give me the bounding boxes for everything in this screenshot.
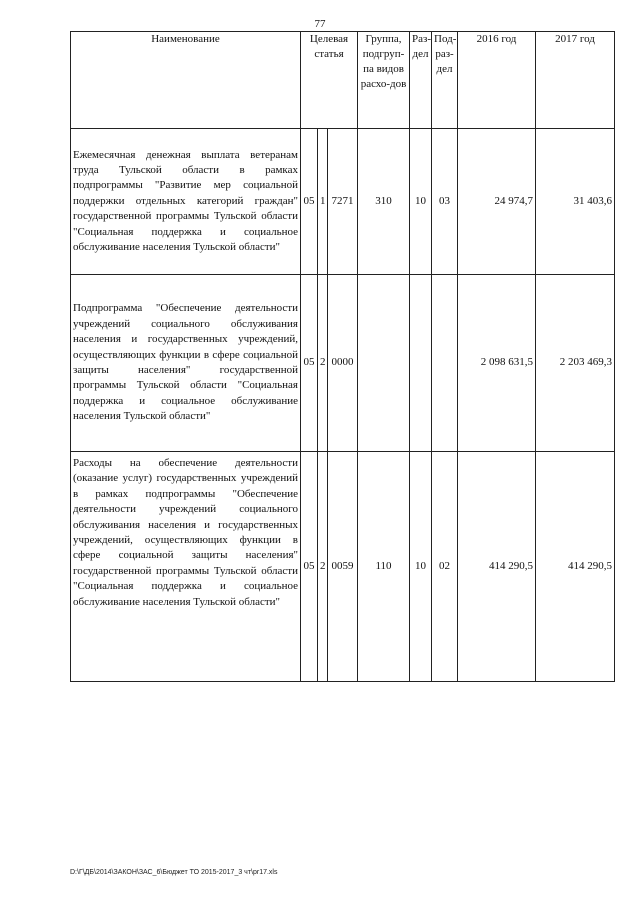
table-row bbox=[71, 275, 615, 452]
header-year-2017: 2017 год bbox=[536, 32, 615, 129]
header-name: Наименование bbox=[71, 32, 301, 129]
row-amount-2016: 414 290,5 bbox=[458, 452, 536, 682]
row-subsection bbox=[432, 275, 458, 452]
row-section: 10 bbox=[410, 129, 432, 275]
page-number: 77 bbox=[314, 18, 326, 30]
row-name: Расходы на обеспечение деятельности (оказание услуг) государственных учреждений в рамках подпрограммы "Обеспечение деятельности учреждений социального обслуживания населения и государственных учреждений, осуществляющих функции в сфере социальной защиты населения" государственной программы Тульской области "Социальная поддержка и социальное обслуживание населения Тульской области" bbox=[71, 452, 301, 682]
row-name: Подпрограмма "Обеспечение деятельности учреждений социального обслуживания населения и государственных учреждений, осуществляющих функции в сфере социальной защиты населения" государственной программы Тульской области "Социальная поддержка и социальное обслуживание населения Тульской области" bbox=[71, 275, 301, 452]
row-amount-2016: 24 974,7 bbox=[458, 129, 536, 275]
row-code-program: 05 bbox=[301, 129, 318, 275]
row-expense-group: 110 bbox=[358, 452, 410, 682]
row-code-direction: 0059 bbox=[328, 452, 358, 682]
row-code-subprogram: 2 bbox=[318, 452, 328, 682]
row-code-program: 05 bbox=[301, 275, 318, 452]
table-row bbox=[71, 452, 615, 682]
row-code-subprogram: 1 bbox=[318, 129, 328, 275]
table-header-row bbox=[71, 32, 615, 129]
budget-table bbox=[70, 31, 615, 682]
header-expense-group: Группа, подгруп-па видов расхо-дов bbox=[358, 32, 410, 129]
header-section: Раз-дел bbox=[410, 32, 432, 129]
row-amount-2017: 414 290,5 bbox=[536, 452, 615, 682]
row-amount-2017: 2 203 469,3 bbox=[536, 275, 615, 452]
row-amount-2017: 31 403,6 bbox=[536, 129, 615, 275]
table-row bbox=[71, 129, 615, 275]
row-section: 10 bbox=[410, 452, 432, 682]
row-subsection: 03 bbox=[432, 129, 458, 275]
row-code-direction: 7271 bbox=[328, 129, 358, 275]
row-expense-group bbox=[358, 275, 410, 452]
row-section bbox=[410, 275, 432, 452]
row-code-subprogram: 2 bbox=[318, 275, 328, 452]
row-expense-group: 310 bbox=[358, 129, 410, 275]
row-amount-2016: 2 098 631,5 bbox=[458, 275, 536, 452]
row-name: Ежемесячная денежная выплата ветеранам труда Тульской области в рамках подпрограммы "Развитие мер социальной поддержки отдельных категорий граждан" государственной программы Тульской области "Социальная поддержка и социальное обслуживание населения Тульской области" bbox=[71, 129, 301, 275]
header-year-2016: 2016 год bbox=[458, 32, 536, 129]
header-target-article: Целевая статья bbox=[301, 32, 358, 129]
row-code-program: 05 bbox=[301, 452, 318, 682]
header-subsection: Под-раз-дел bbox=[432, 32, 458, 129]
footer-file-path: D:\Г\ДБ\2014\ЗАКОН\ЗАС_6\Бюджет ТО 2015-2017_3 чт\pr17.xls bbox=[70, 869, 278, 876]
row-code-direction: 0000 bbox=[328, 275, 358, 452]
row-subsection: 02 bbox=[432, 452, 458, 682]
